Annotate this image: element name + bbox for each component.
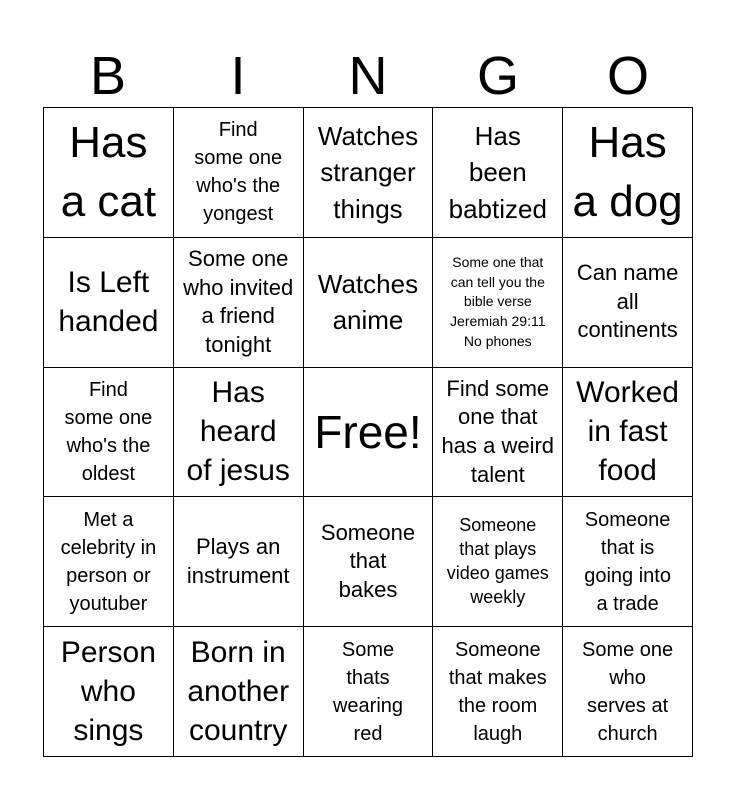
cell-text: Someone that makes the room laugh <box>448 638 547 745</box>
bingo-cell-r4c1[interactable] <box>44 497 174 627</box>
bingo-cell-r1c2[interactable] <box>174 108 304 238</box>
cell-text: Some one that can tell you the bible verse Jeremiah 29:11 No phones <box>450 254 546 349</box>
bingo-cell-r5c5[interactable] <box>563 627 693 757</box>
cell-text: Someone that bakes <box>320 519 416 603</box>
cell-text: Plays an instrument <box>186 534 290 588</box>
cell-text: Has been babtized <box>448 120 547 224</box>
cell-text: Find some one who's the oldest <box>64 378 153 485</box>
bingo-cell-r4c5[interactable] <box>563 497 693 627</box>
header-letter-n: N <box>348 46 388 106</box>
cell-text: Some one who serves at church <box>582 638 674 745</box>
cell-text: Some thats wearing red <box>332 638 404 745</box>
bingo-cell-r5c4[interactable] <box>433 627 563 757</box>
bingo-cell-r5c1[interactable] <box>44 627 174 757</box>
bingo-grid <box>43 107 693 757</box>
bingo-cell-r3c4[interactable] <box>433 368 563 498</box>
cell-text: Watches anime <box>317 268 419 336</box>
bingo-cell-r1c1[interactable] <box>44 108 174 238</box>
cell-text: Has heard of jesus <box>186 376 290 488</box>
bingo-cell-r2c5[interactable] <box>563 238 693 368</box>
bingo-cell-r4c2[interactable] <box>174 497 304 627</box>
bingo-cell-r5c2[interactable] <box>174 627 304 757</box>
free-space-text: Free! <box>314 405 422 458</box>
cell-text: Someone that plays video games weekly <box>446 514 549 607</box>
bingo-cell-r1c4[interactable] <box>433 108 563 238</box>
header-letter-i: I <box>230 46 246 106</box>
cell-text: Born in another country <box>187 636 290 748</box>
cell-text: Someone that is going into a trade <box>584 508 671 615</box>
bingo-cell-r4c3[interactable] <box>304 497 434 627</box>
cell-text: Is Left handed <box>58 266 159 339</box>
cell-text: Has a cat <box>60 118 157 227</box>
cell-text: Person who sings <box>60 636 156 748</box>
bingo-cell-free[interactable] <box>304 368 434 498</box>
cell-text: Can name all continents <box>576 260 679 343</box>
header-letter-b: B <box>89 46 127 106</box>
header-letter-o: O <box>606 46 649 106</box>
bingo-cell-r2c4[interactable] <box>433 238 563 368</box>
bingo-cell-r3c2[interactable] <box>174 368 304 498</box>
bingo-cell-r1c3[interactable] <box>304 108 434 238</box>
bingo-cell-r2c2[interactable] <box>174 238 304 368</box>
cell-text: Watches stranger things <box>317 120 419 224</box>
bingo-cell-r1c5[interactable] <box>563 108 693 238</box>
bingo-cell-r4c4[interactable] <box>433 497 563 627</box>
cell-text: Find some one who's the yongest <box>194 119 283 226</box>
bingo-header <box>43 44 693 108</box>
bingo-cell-r2c1[interactable] <box>44 238 174 368</box>
cell-text: Worked in fast food <box>576 376 679 488</box>
header-letter-g: G <box>476 46 519 106</box>
cell-text: Find some one that has a weird talent <box>441 375 555 487</box>
cell-text: Some one who invited a friend tonight <box>183 246 294 357</box>
bingo-cell-r3c1[interactable] <box>44 368 174 498</box>
bingo-cell-r2c3[interactable] <box>304 238 434 368</box>
bingo-cell-r5c3[interactable] <box>304 627 434 757</box>
cell-text: Met a celebrity in person or youtuber <box>60 508 157 615</box>
cell-text: Has a dog <box>572 118 683 227</box>
bingo-cell-r3c5[interactable] <box>563 368 693 498</box>
